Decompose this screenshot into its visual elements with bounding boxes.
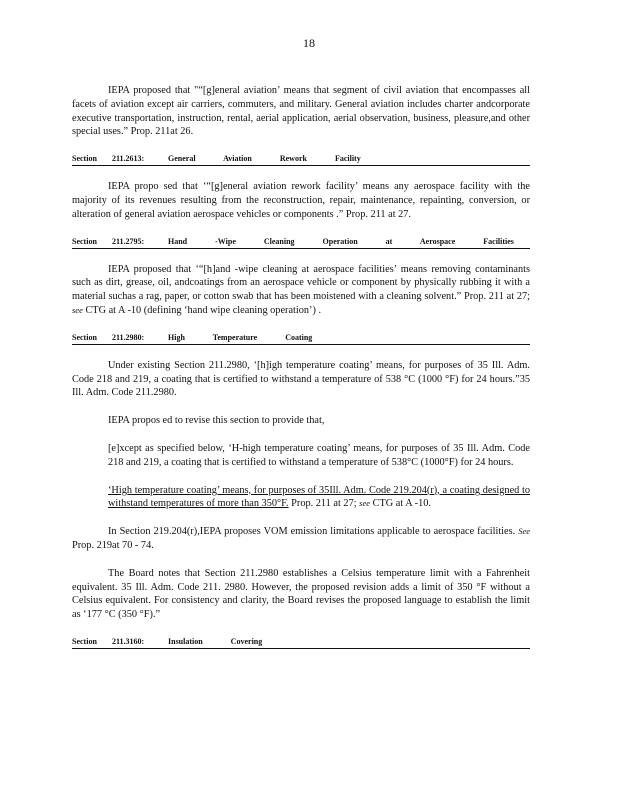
see-signal: see	[359, 498, 371, 509]
paragraph-rework-facility: IEPA propo sed that ‘“[g]eneral aviation rework facility’ means any aerospace facility with the majority of its revenues resulting from the reconstruction, repair, maintenance, repainting, conversion, or alteration of general aviation aerospace vehicles or components .” Prop. 211 at 27.	[72, 181, 530, 220]
section-title: Insulation Covering	[168, 636, 263, 646]
see-signal: see	[72, 304, 83, 315]
text-run: IEPA proposed that ‘“[h]and -wipe cleaning at aerospace facilities’ means removing contaminants such as dirt, grease, oil, andcoatings from an aerospace vehicle or component by physically rubbing it with a material suchas a rag, paper, or cotton swab that has been moistened with a cleaning solvent.” Prop. 211 at 27;	[72, 263, 530, 303]
block-quote-except: [e]xcept as specified below, ‘H-high temperature coating’ means, for purposes of 35 Ill. Adm. Code 218 and 219, a coating that is certified to withstand a temperature of 538°C (1000°F) for 24 hours.	[108, 442, 530, 468]
text-run: CTG at A -10.	[372, 498, 431, 510]
section-title: General Aviation Rework Facility	[168, 154, 361, 164]
section-title: Hand -Wipe Cleaning Operation at Aerospace Facilities	[168, 236, 514, 246]
block-quote-high-temp	[108, 484, 530, 512]
section-label: Section	[72, 236, 97, 246]
section-number: 211.2613:	[112, 154, 145, 164]
text-run: Prop. 219at 70 - 74.	[72, 539, 154, 551]
section-heading-211-2613	[72, 153, 530, 166]
paragraph-hand-wipe	[72, 263, 530, 318]
paragraph-board-notes: The Board notes that Section 211.2980 establishes a Celsius temperature limit with a Fahrenheit equivalent. 35 Ill. Adm. Code 211. 2980. However, the proposed revision adds a limit of 350 °F without a Celsius equivalent. For consistency and clarity, the Board revises the proposed language to establish the limit as ‘177 °C (350 °F).”	[72, 567, 530, 621]
section-number: 211.2795:	[112, 236, 145, 246]
section-label: Section	[72, 636, 97, 646]
page-number: 18	[303, 36, 315, 50]
section-heading-211-2980	[72, 332, 530, 345]
section-title: High Temperature Coating	[168, 332, 313, 342]
paragraph-existing-definition: Under existing Section 211.2980, ‘[h]igh temperature coating’ means, for purposes of 35 Ill. Adm. Code 218 and 219, a coating that is certified to withstand a temperature of 538 °C (1000 °F) for 24 hours.”35 Ill. Adm. Code 211.2980.	[72, 359, 530, 399]
section-label: Section	[72, 154, 97, 164]
section-number: 211.3160:	[112, 636, 145, 646]
paragraph-vom-limits	[72, 525, 530, 553]
paragraph-proposed-revision: IEPA propos ed to revise this section to provide that,	[108, 415, 325, 427]
section-heading-211-2795	[72, 236, 530, 249]
section-number: 211.2980:	[112, 332, 145, 342]
text-run: CTG at A -10 (defining ‘hand wipe cleaning operation’) .	[85, 304, 322, 316]
document-body	[72, 84, 530, 663]
section-heading-211-3160	[72, 636, 530, 649]
paragraph-general-aviation: IEPA proposed that "“[g]eneral aviation’ means that segment of civil aviation that encompasses all facets of aviation except air carriers, commuters, and military. General aviation includes charter andcorporate executive transportation, instruction, rental, aerial application, aerial observation, business, pleasure,and other special uses.” Prop. 211at 26.	[72, 85, 530, 138]
section-label: Section	[72, 332, 97, 342]
see-signal: See	[518, 526, 531, 537]
underlined-insertion: ‘High temperature coating’ means, for purposes of 35Ill. Adm. Code 219.204(r), a coating designed to withstand temperatures of more than 350°F.	[108, 484, 530, 510]
text-run: In Section 219.204(r),IEPA proposes VOM emission limitations applicable to aerospace facilities.	[108, 526, 516, 538]
text-run: Prop. 211 at 27;	[291, 498, 357, 510]
